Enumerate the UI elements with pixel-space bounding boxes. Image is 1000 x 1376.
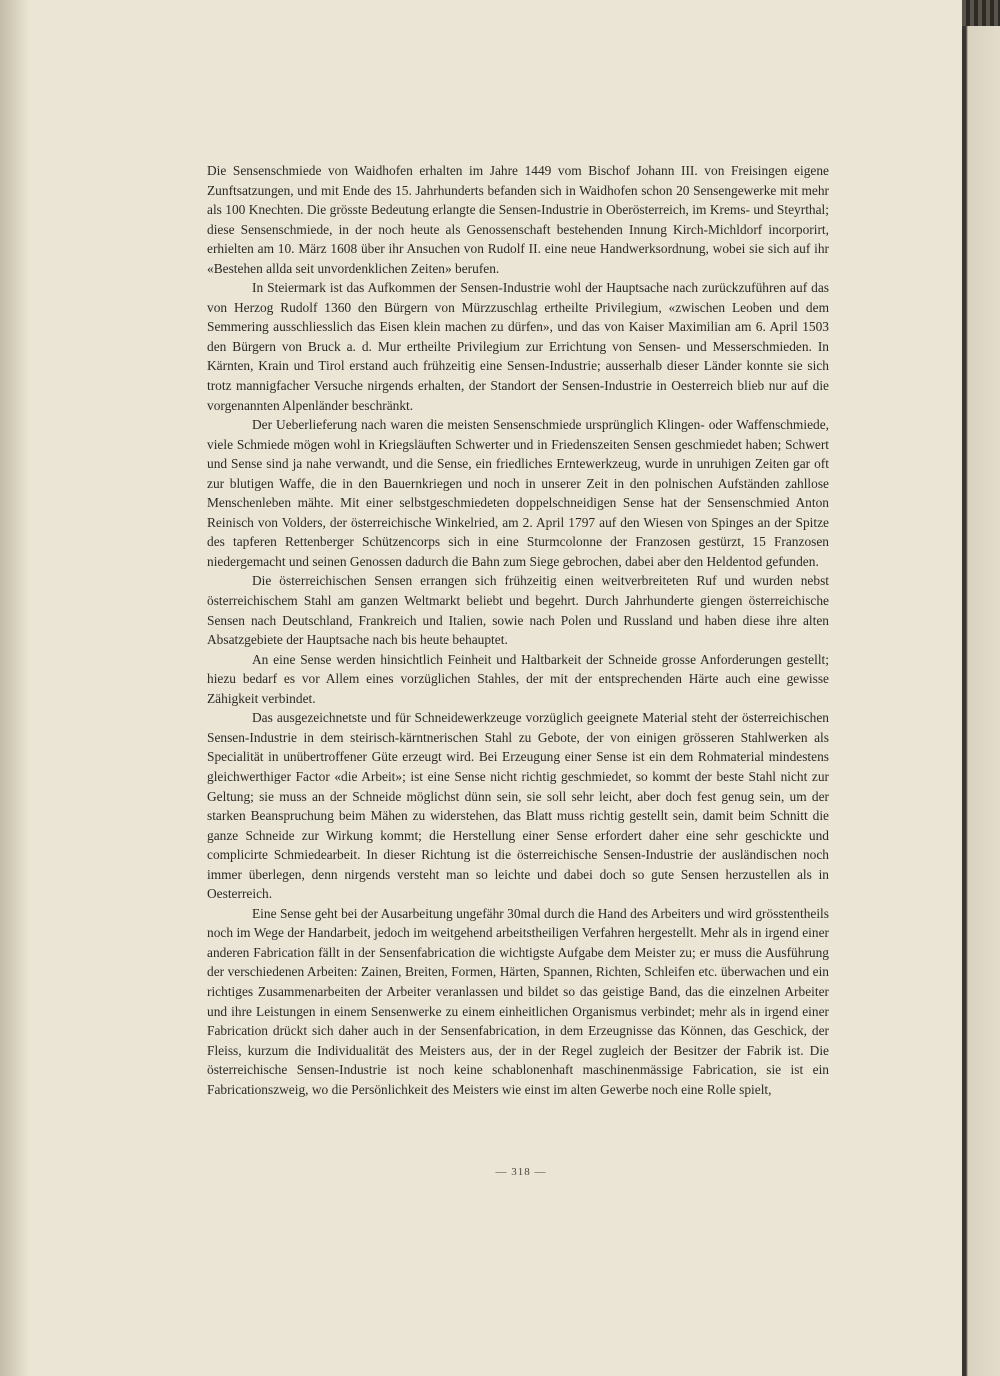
paragraph: Die Sensenschmiede von Waidhofen erhalten im Jahre 1449 vom Bischof Johann III. von Freisingen eigene Zunftsatzungen, und mit Ende des 15. Jahrhunderts befanden sich in Waidhofen schon 20 Sensengewerke mit mehr als 100 Knechten. Die grösste Bedeutung erlangte die Sensen-Industrie in Oberösterreich, im Krems- und Steyrthal; diese Sensenschmiede, in der noch heute als Genossenschaft bestehenden Innung Kirch-Michldorf incorporirt, erhielten am 10. März 1608 über ihr Ansuchen von Rudolf II. eine neue Handwerksordnung, wobei sie sich auf ihr «Bestehen allda seit unvordenklichen Zeiten» berufen.: [207, 163, 829, 276]
paragraph: Die österreichischen Sensen errangen sich frühzeitig einen weitverbreiteten Ruf und wurden nebst österreichischem Stahl am ganzen Weltmarkt beliebt und begehrt. Durch Jahrhunderte giengen österreichische Sensen nach Deutschland, Frankreich und Italien, sowie nach Polen und Russland und haben diese ihre alten Absatzgebiete der Hauptsache nach bis heute behauptet.: [207, 573, 829, 648]
page-number-row: [0, 1166, 962, 1178]
body-text: [207, 161, 829, 1099]
adjacent-page-edge: [962, 0, 1000, 1376]
paragraph: In Steiermark ist das Aufkommen der Sensen-Industrie wohl der Hauptsache nach zurückzuführen auf das von Herzog Rudolf 1360 den Bürgern von Mürzzuschlag ertheilte Privilegium, «zwischen Leoben und dem Semmering ausschliesslich das Eisen klein machen zu dürfen», und das von Kaiser Maximilian am 6. April 1503 den Bürgern von Bruck a. d. Mur ertheilte Privilegium zur Errichtung von Sensen- und Messerschmieden. In Kärnten, Krain und Tirol erstand auch frühzeitig eine Sensen-Industrie; ausserhalb dieser Länder konnte sie sich trotz mannigfacher Versuche nirgends erhalten, der Standort der Sensen-Industrie in Oesterreich blieb nur auf die vorgenannten Alpenländer beschränkt.: [207, 280, 829, 413]
paragraph: An eine Sense werden hinsichtlich Feinheit und Haltbarkeit der Schneide grosse Anforderungen gestellt; hiezu bedarf es vor Allem eines vorzüglichen Stahles, der mit der entsprechenden Härte auch eine gewisse Zähigkeit verbindet.: [207, 651, 829, 706]
paragraph: Der Ueberlieferung nach waren die meisten Sensenschmiede ursprünglich Klingen- oder Waffenschmiede, viele Schmiede mögen wohl in Kriegsläuften Schwerter und in Friedenszeiten Sensen geschmiedet haben; Schwert und Sense sind ja nahe verwandt, und die Sense, ein friedliches Erntewerkzeug, wurde in unruhigen Zeiten gar oft zur blutigen Waffe, die in den Bauernkriegen und noch in unserer Zeit in den polnischen Aufständen zahllose Menschenleben mähte. Mit einer selbstgeschmiedeten doppelschneidigen Sense hat der Sensenschmied Anton Reinisch von Volders, der österreichische Winkelried, am 2. April 1797 auf den Wiesen von Spinges an der Spitze des tapferen Rettenberger Schützencorps sich in eine Sturmcolonne der Franzosen gestürzt, 15 Franzosen niedergemacht und seinen Genossen dadurch die Bahn zum Siege gebrochen, dabei aber den Heldentod gefunden.: [207, 417, 829, 569]
page-number: — 318 —: [495, 1166, 547, 1178]
paragraph: Eine Sense geht bei der Ausarbeitung ungefähr 30mal durch die Hand des Arbeiters und wird grösstentheils noch im Wege der Handarbeit, jedoch im weitgehend arbeitstheiligen Verfahren hergestellt. Mehr als in irgend einer anderen Fabrication fällt in der Sensenfabrication die wichtigste Aufgabe dem Meister zu; er muss die Ausführung der verschiedenen Arbeiten: Zainen, Breiten, Formen, Härten, Spannen, Richten, Schleifen etc. überwachen und ein richtiges Zusammenarbeiten der Arbeiter veranlassen und bildet so das geistige Band, das die einzelnen Arbeiter und ihre Leistungen in einem Sensenwerke zu einem einheitlichen Organismus verbindet; mehr als in irgend einer Fabrication drückt sich daher auch in der Sensenfabrication, in dem Erzeugnisse das Können, das Geschick, der Fleiss, kurzum die Individualität des Meisters aus, der in der Regel zugleich der Besitzer der Fabrik ist. Die österreichische Sensen-Industrie ist noch keine schablonenhaft maschinenmässige Fabrication, sie ist ein Fabricationszweig, wo die Persönlichkeit des Meisters wie einst im alten Gewerbe noch eine Rolle spielt,: [207, 905, 829, 1097]
paragraph: Das ausgezeichnetste und für Schneidewerkzeuge vorzüglich geeignete Material steht der österreichischen Sensen-Industrie in dem steirisch-kärntnerischen Stahl zu Gebote, der von einigen grösseren Stahlwerken als Specialität in unübertroffener Güte erzeugt wird. Bei Erzeugung einer Sense ist ein dem Rohmaterial mindestens gleichwerthiger Factor «die Arbeit»; ist eine Sense nicht richtig geschmiedet, so kommt der beste Stahl nicht zur Geltung; sie muss an der Schneide möglichst dünn sein, sie soll sehr leicht, aber doch fest genug sein, um der starken Beanspruchung beim Mähen zu widerstehen, das Blatt muss richtig gestellt sein, damit beim Schnitt die ganze Schneide zur Wirkung kommt; die Herstellung einer Sense erfordert daher eine sehr geschickte und complicirte Schmiedearbeit. In dieser Richtung ist die österreichische Sensen-Industrie der ausländischen noch immer überlegen, denn nirgends versteht man so leichte und dabei doch so gute Sensen herzustellen als in Oesterreich.: [207, 710, 829, 902]
binding-strip: [962, 0, 1000, 26]
